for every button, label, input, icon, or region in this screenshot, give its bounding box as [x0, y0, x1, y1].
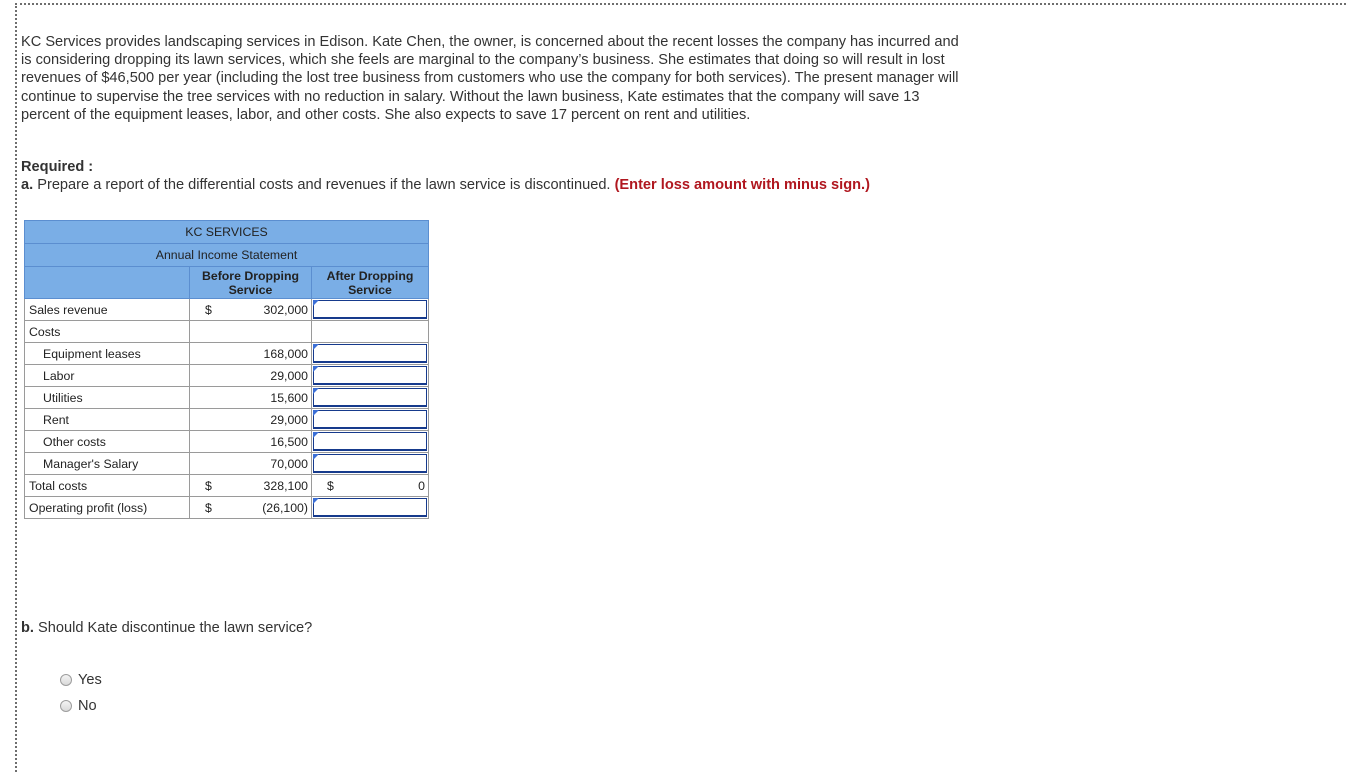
required-heading: Required :: [21, 159, 94, 175]
before-value-cell: [190, 431, 312, 453]
before-amount: 70,000: [270, 456, 308, 471]
statement-row: [25, 365, 429, 387]
after-amount-input[interactable]: [313, 498, 427, 517]
after-value-cell: [312, 453, 429, 475]
income-statement-table: [24, 220, 429, 519]
after-value-cell: [312, 431, 429, 453]
after-amount-input[interactable]: [313, 432, 427, 451]
empty-cell: [312, 321, 429, 343]
statement-row: [25, 431, 429, 453]
after-dropping-header: After Dropping Service: [312, 267, 429, 299]
no-label: No: [78, 698, 97, 714]
before-value-cell: [190, 365, 312, 387]
before-dropping-header: Before Dropping Service: [190, 267, 312, 299]
row-label: Utilities: [25, 387, 190, 409]
statement-row: [25, 343, 429, 365]
yes-label: Yes: [78, 672, 102, 688]
after-amount-input[interactable]: [313, 300, 427, 319]
before-amount: (26,100): [262, 500, 308, 515]
after-value-cell: [312, 299, 429, 321]
before-value-cell: [190, 299, 312, 321]
before-value-cell: [190, 387, 312, 409]
before-amount: 15,600: [270, 390, 308, 405]
statement-row: [25, 299, 429, 321]
option-yes[interactable]: [60, 672, 102, 688]
statement-row: [25, 387, 429, 409]
dollar-sign: $: [205, 302, 212, 317]
yes-radio-button[interactable]: [60, 674, 72, 686]
before-amount: 29,000: [270, 412, 308, 427]
row-label: Operating profit (loss): [25, 497, 190, 519]
no-radio-button[interactable]: [60, 700, 72, 712]
statement-row: [25, 453, 429, 475]
statement-row: [25, 321, 429, 343]
before-amount: 302,000: [263, 302, 308, 317]
before-value-cell: [190, 409, 312, 431]
before-amount: 168,000: [263, 346, 308, 361]
statement-title-header: Annual Income Statement: [25, 244, 429, 267]
row-label: Total costs: [25, 475, 190, 497]
row-label: Manager's Salary: [25, 453, 190, 475]
part-a-instruction: [21, 177, 870, 193]
part-b-letter: b.: [21, 620, 34, 636]
before-value-cell: [190, 453, 312, 475]
after-amount-input[interactable]: [313, 388, 427, 407]
part-b-text: Should Kate discontinue the lawn service?: [33, 620, 313, 636]
option-no[interactable]: [60, 698, 97, 714]
part-b-question: [21, 620, 312, 636]
after-value-cell: [312, 387, 429, 409]
after-amount-input[interactable]: [313, 366, 427, 385]
after-value-cell: [312, 365, 429, 387]
after-value-cell: [312, 497, 429, 519]
before-amount: 29,000: [270, 368, 308, 383]
before-value-cell: [190, 321, 312, 343]
before-value-cell: [190, 497, 312, 519]
dollar-sign: $: [205, 500, 212, 515]
dollar-sign: $: [205, 478, 212, 493]
after-amount-input[interactable]: [313, 454, 427, 473]
problem-description: KC Services provides landscaping services in Edison. Kate Chen, the owner, is concerned about the recent losses the company has incurred and is considering dropping its lawn services, which she feels are marginal to the company’s business. She estimates that doing so will result in lost revenues of $46,500 per year (including the lost tree business from customers who use the company for both services). The present manager will continue to supervise the tree services with no reduction in salary. Without the lawn business, Kate estimates that the company will save 13 percent of the equipment leases, labor, and other costs. She also expects to save 17 percent on rent and utilities.: [21, 34, 959, 123]
part-a-note: (Enter loss amount with minus sign.): [614, 177, 870, 193]
before-value-cell: [190, 343, 312, 365]
row-label: Equipment leases: [25, 343, 190, 365]
before-amount: 328,100: [263, 478, 308, 493]
statement-row: [25, 475, 429, 497]
row-label: Other costs: [25, 431, 190, 453]
after-amount-input[interactable]: [313, 410, 427, 429]
before-amount: 16,500: [270, 434, 308, 449]
part-a-letter: a.: [21, 177, 34, 193]
label-column-header: [25, 267, 190, 299]
after-value-cell: [312, 475, 429, 497]
after-dollar-sign: $: [327, 478, 334, 493]
statement-row: [25, 409, 429, 431]
before-value-cell: [190, 475, 312, 497]
after-value-cell: [312, 343, 429, 365]
statement-row: [25, 497, 429, 519]
company-name-header: KC SERVICES: [25, 221, 429, 244]
row-label: Labor: [25, 365, 190, 387]
after-amount: 0: [418, 478, 425, 493]
after-amount-input[interactable]: [313, 344, 427, 363]
row-label: Rent: [25, 409, 190, 431]
part-a-text: Prepare a report of the differential costs and revenues if the lawn service is discontinued.: [33, 177, 611, 193]
after-value-cell: [312, 409, 429, 431]
row-label: Sales revenue: [25, 299, 190, 321]
row-label: Costs: [25, 321, 190, 343]
